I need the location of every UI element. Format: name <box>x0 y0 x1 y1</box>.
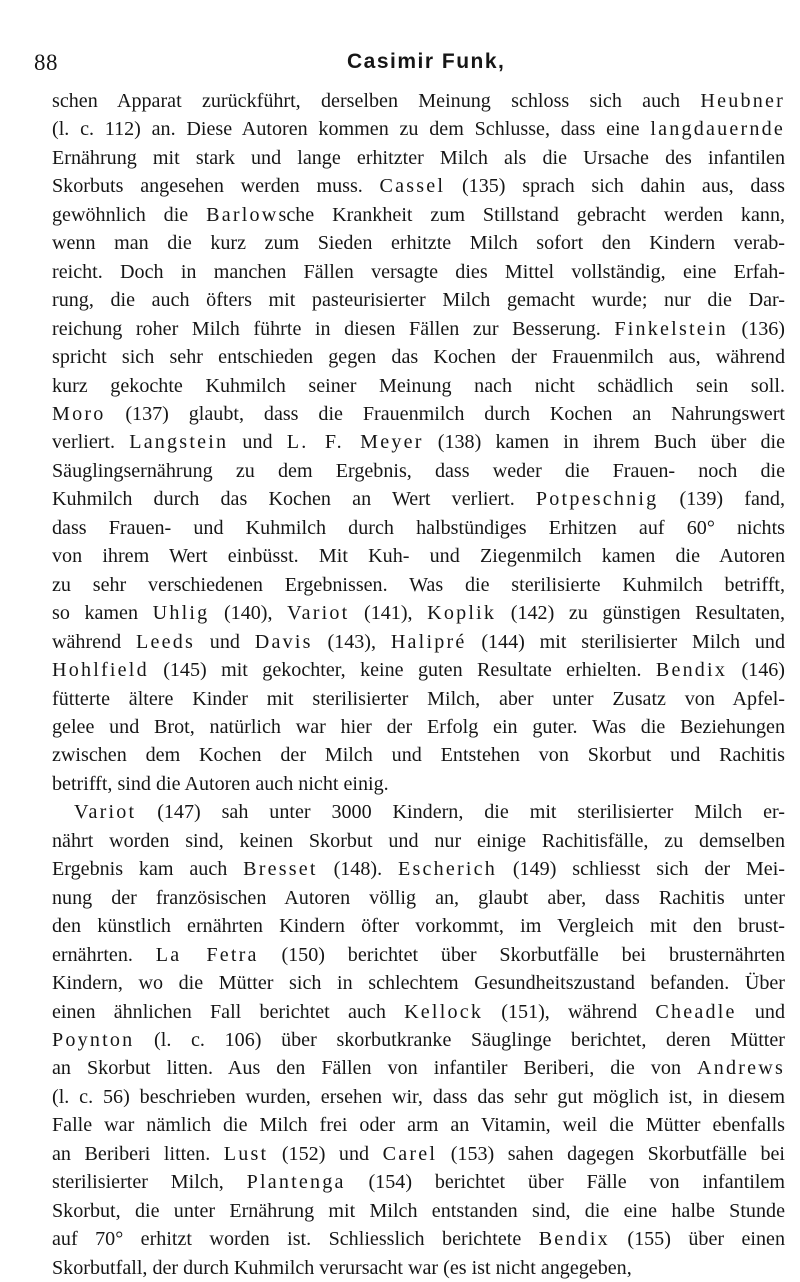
text-run: (l. c. 56) beschrieben wurden, ersehen wir, dass das sehr gut möglich ist, in diesem <box>52 1085 785 1108</box>
text-run: (137) glaubt, dass die Frauenmilch durch Kochen an Nahrungswert <box>105 402 785 425</box>
text-run: Skorbutfall, der durch Kuhmilch verursacht war (es ist nicht angegeben, <box>52 1256 632 1279</box>
text-line <box>52 172 785 200</box>
text-run: (148). <box>317 858 398 881</box>
text-run: (141), <box>349 602 428 625</box>
author-name: Variot <box>287 602 350 625</box>
text-run: nährt worden sind, keinen Skorbut und nur einige Rachitisfälle, zu demselben <box>52 829 785 852</box>
author-name: Uhlig <box>152 602 210 625</box>
author-name: Cassel <box>379 175 446 198</box>
text-line <box>52 115 785 143</box>
author-name: Lust <box>223 1142 269 1165</box>
author-name: Koplik <box>427 602 497 625</box>
text-line <box>52 286 785 314</box>
author-name: Poynton <box>52 1028 135 1051</box>
text-line <box>52 741 785 769</box>
text-run: sterilisierter Milch, <box>52 1171 247 1194</box>
author-name: Kellock <box>404 1000 484 1023</box>
author-name: Plantenga <box>246 1171 346 1194</box>
author-name: langdauernde <box>650 118 785 141</box>
text-line <box>52 457 785 485</box>
text-line <box>52 1054 785 1082</box>
text-line <box>52 144 785 172</box>
text-run: Skorbut, die unter Ernährung mit Milch entstanden sind, die eine halbe Stunde <box>52 1199 785 1222</box>
text-run: so kamen <box>52 602 153 625</box>
author-name: Escherich <box>397 858 498 881</box>
text-run: (l. c. 112) an. Diese Autoren kommen zu dem Schlusse, dass eine <box>52 118 651 141</box>
text-run: (139) fand, <box>658 488 785 511</box>
text-line <box>52 941 785 969</box>
text-line <box>52 1168 785 1196</box>
text-run: verliert. <box>52 431 130 454</box>
text-line <box>52 485 785 513</box>
text-run: an Beriberi litten. <box>52 1142 224 1165</box>
text-run: kurz gekochte Kuhmilch seiner Meinung nach nicht schädlich sein soll. <box>52 374 785 397</box>
author-name: Carel <box>382 1142 438 1165</box>
text-run: (151), während <box>483 1000 656 1023</box>
text-line <box>52 685 785 713</box>
text-run: den künstlich ernährten Kindern öfter vorkommt, im Vergleich mit den brust- <box>52 915 785 938</box>
text-line <box>52 599 785 627</box>
text-line <box>52 229 785 257</box>
text-line <box>52 1197 785 1225</box>
author-name: Potpeschnig <box>535 488 659 511</box>
text-run: Kuhmilch durch das Kochen an Wert verliert. <box>52 488 536 511</box>
author-name: Langstein <box>129 431 229 454</box>
text-line <box>52 201 785 229</box>
text-line <box>52 514 785 542</box>
text-run: (155) über einen <box>609 1228 786 1251</box>
text-line <box>52 998 785 1026</box>
text-line <box>52 855 785 883</box>
text-line <box>52 969 785 997</box>
author-name: La Fetra <box>155 943 259 966</box>
text-line <box>52 258 785 286</box>
text-run: (146) <box>727 659 785 682</box>
text-line <box>52 87 785 115</box>
author-name: Cheadle <box>655 1000 737 1023</box>
text-line <box>52 428 785 456</box>
author-name: Leeds <box>136 630 195 653</box>
text-run: von ihrem Wert einbüsst. Mit Kuh- und Ziegenmilch kamen die Autoren <box>52 545 785 568</box>
text-run: Ergebnis kam auch <box>52 858 244 881</box>
author-name: L. F. Meyer <box>286 431 424 454</box>
text-run: (140), <box>209 602 288 625</box>
running-head: Casimir Funk, <box>347 50 506 73</box>
text-line <box>52 798 785 826</box>
author-name: Hohlfield <box>52 659 149 682</box>
text-line <box>52 542 785 570</box>
body-text <box>52 87 785 1282</box>
text-run: reichung roher Milch führte in diesen Fällen zur Besserung. <box>52 317 615 340</box>
paragraph <box>52 798 785 1282</box>
text-run: gewöhnlich die <box>52 203 207 226</box>
text-run: Säuglingsernährung zu dem Ergebnis, dass weder die Frauen- noch die <box>52 459 785 482</box>
text-run: sche Krankheit zum Stillstand gebracht werden kann, <box>278 203 786 226</box>
text-run: (153) sahen dagegen Skorbutfälle bei <box>437 1142 786 1165</box>
text-run: (149) schliesst sich der Mei- <box>497 858 785 881</box>
author-name: Halipré <box>390 630 467 653</box>
author-name: Heubner <box>700 90 785 112</box>
text-run: rung, die auch öfters mit pasteurisierter Milch gemacht wurde; nur die Dar- <box>52 289 785 312</box>
text-run: und <box>228 431 287 454</box>
text-run: während <box>52 630 136 653</box>
text-line <box>52 827 785 855</box>
text-run: betrifft, sind die Autoren auch nicht einig. <box>52 772 389 795</box>
page-header <box>34 50 768 80</box>
text-line <box>52 571 785 599</box>
text-run: fütterte ältere Kinder mit sterilisierter Milch, aber unter Zusatz von Apfel- <box>52 687 785 710</box>
text-line <box>52 315 785 343</box>
text-line <box>52 912 785 940</box>
text-run: (l. c. 106) über skorbutkranke Säuglinge berichtet, deren Mütter <box>134 1028 785 1051</box>
author-name: Variot <box>74 801 137 824</box>
paragraph <box>52 87 785 798</box>
text-run: zwischen dem Kochen der Milch und Entstehen von Skorbut und Rachitis <box>52 744 785 767</box>
page-number: 88 <box>34 50 58 75</box>
text-run: und <box>194 630 255 653</box>
text-line <box>52 656 785 684</box>
author-name: Davis <box>254 630 313 653</box>
author-name: Moro <box>52 402 106 425</box>
author-name: Barlow <box>206 203 279 226</box>
author-name: Bresset <box>243 858 318 881</box>
text-run: wenn man die kurz zum Sieden erhitzte Milch sofort den Kindern verab- <box>52 232 785 255</box>
text-run: (147) sah unter 3000 Kindern, die mit sterilisierter Milch er- <box>136 801 785 824</box>
text-run: zu sehr verschiedenen Ergebnissen. Was die sterilisierte Kuhmilch betrifft, <box>52 573 785 596</box>
author-name: Bendix <box>538 1228 610 1251</box>
text-run: und <box>736 1000 785 1023</box>
text-run: (145) mit gekochter, keine guten Resultate erhielten. <box>148 659 656 682</box>
author-name: Finkelstein <box>614 317 728 340</box>
text-run: (138) kamen in ihrem Buch über die <box>423 431 786 454</box>
text-run: dass Frauen- und Kuhmilch durch halbstündiges Erhitzen auf 60° nichts <box>52 516 785 539</box>
text-run: ernährten. <box>52 943 156 966</box>
text-line <box>52 713 785 741</box>
text-line <box>52 1083 785 1111</box>
text-run: (143), <box>312 630 391 653</box>
text-line <box>52 1026 785 1054</box>
text-run: nung der französischen Autoren völlig an, glaubt aber, dass Rachitis unter <box>52 886 785 909</box>
text-run: (144) mit sterilisierter Milch und <box>466 630 785 653</box>
text-run: (136) <box>727 317 785 340</box>
text-run: gelee und Brot, natürlich war hier der Erfolg ein guter. Was die Beziehungen <box>52 715 785 738</box>
text-line <box>52 770 785 798</box>
text-run: einen ähnlichen Fall berichtet auch <box>52 1000 405 1023</box>
text-line <box>52 1140 785 1168</box>
text-run: (135) sprach sich dahin aus, dass <box>445 175 785 198</box>
text-run: reicht. Doch in manchen Fällen versagte dies Mittel vollständig, eine Erfah- <box>52 260 785 283</box>
text-run: (142) zu günstigen Resultaten, <box>496 602 785 625</box>
text-run: Ernährung mit stark und lange erhitzter Milch als die Ursache des infantilen <box>52 146 785 169</box>
text-line <box>52 1225 785 1253</box>
text-run: an Skorbut litten. Aus den Fällen von infantiler Beriberi, die von <box>52 1057 698 1080</box>
text-run: spricht sich sehr entschieden gegen das Kochen der Frauenmilch aus, während <box>52 346 785 369</box>
text-run: schen Apparat zurückführt, derselben Meinung schloss sich auch <box>52 90 701 112</box>
text-line <box>52 884 785 912</box>
text-run: (154) berichtet über Fälle von infantilem <box>345 1171 785 1194</box>
author-name: Bendix <box>655 659 728 682</box>
text-run: (152) und <box>268 1142 383 1165</box>
text-line <box>52 343 785 371</box>
text-run: (150) berichtet über Skorbutfälle bei brusternährten <box>258 943 785 966</box>
text-line <box>52 1111 785 1139</box>
text-line <box>52 628 785 656</box>
text-run: Falle war nämlich die Milch frei oder arm an Vitamin, weil die Mütter ebenfalls <box>52 1114 785 1137</box>
text-line <box>52 400 785 428</box>
text-line <box>52 372 785 400</box>
author-name: Andrews <box>697 1057 785 1080</box>
text-run: Kindern, wo die Mütter sich in schlechtem Gesundheitszustand befanden. Über <box>52 972 785 995</box>
text-line <box>52 1254 785 1282</box>
text-run: Skorbuts angesehen werden muss. <box>52 175 380 198</box>
text-run: auf 70° erhitzt worden ist. Schliesslich berichtete <box>52 1228 539 1251</box>
